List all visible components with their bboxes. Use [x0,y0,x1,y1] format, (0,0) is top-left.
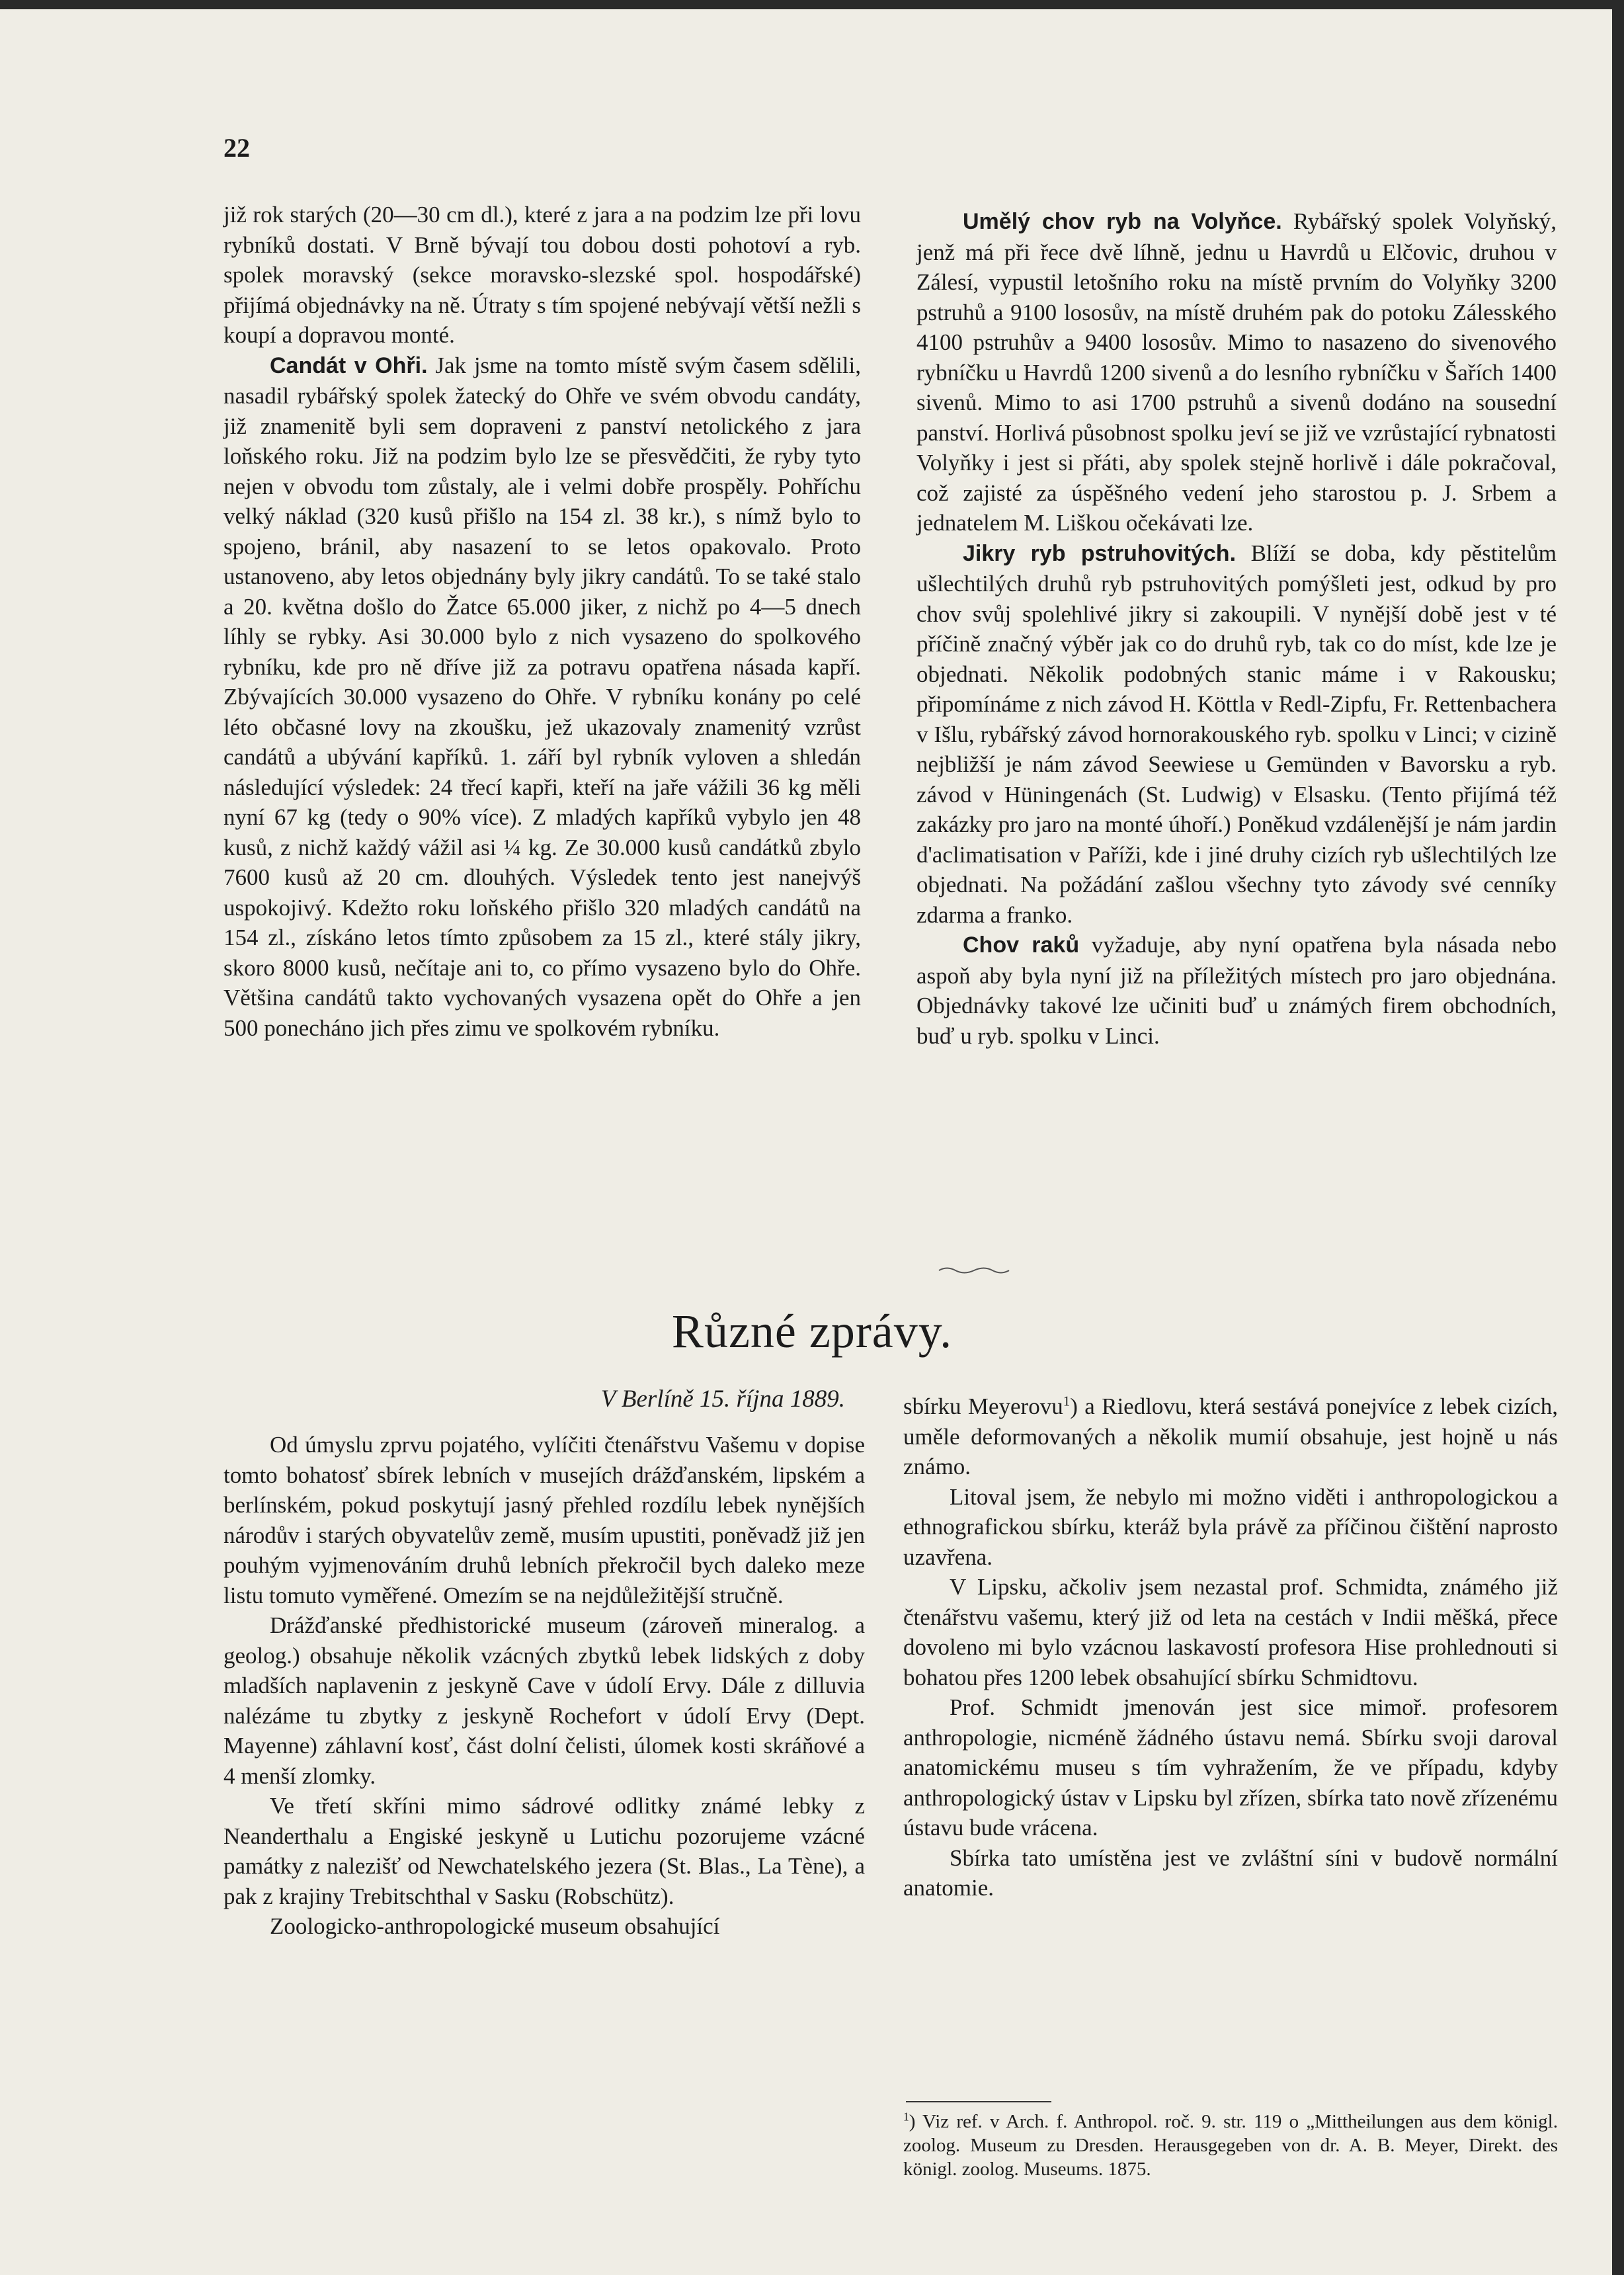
dateline: V Berlíně 15. října 1889. [600,1386,845,1413]
paragraph [916,206,1557,538]
section-title: Různé zprávy. [671,1305,953,1358]
column-bottom-left [223,1430,865,1942]
paragraph [223,351,861,1044]
column-bottom-right [903,1391,1558,1903]
footnote-marker: 1 [1063,1393,1071,1409]
section-lead: Jikry ryb pstruhovitých. [963,540,1237,566]
section-lead: Chov raků [963,932,1080,958]
paragraph: Sbírka tato umístěna jest ve zvláštní síni v budově normální anatomie. [903,1844,1558,1901]
paragraph-text: Blíží se doba, kdy pěstitelům ušlechtilých druhů ryb pstruhovitých pomýšleti jest, odkud by pro chov svůj spolehlivé jikry si zakoupili. V nynější době jest v té příčině značný výběr jak co do druhů ryb, tak co do míst, kde lze je objednati. Několik podobných stanic máme i v Rakousku; připomínáme z nich závod H. Köttla v Redl-Zipfu, Fr. Rettenbachera v Išlu, rybářský závod hornorakouského ryb. spolku v Linci; v cizině nejbližší je nám závod Seewiese u Gemünden v Bavorsku a ryb. závod v Hüningenách (St. Ludwig) v Elsasku. (Tento přijímá též zakázky pro jaro na monté úhoří.) Poněkud vzdálenější je nám jardin d'aclimatisation v Paříži, kde i jiné druhy cizích ryb ušlechtilých lze objednati. Na požádání zašlou všechny tyto závody své cenníky zdarma a franko. [916,540,1557,928]
page-number: 22 [223,133,250,163]
footnote-number: 1 [903,2110,909,2124]
paragraph [916,930,1557,1051]
paragraph: Zoologicko-anthropologické museum obsahující [270,1913,720,1939]
paragraph-text: ) a Riedlovu, která sestává ponejvíce z lebek cizích, uměle deformovaných a několik mumií obsahuje, jest hojně u nás známo. [903,1393,1558,1479]
paragraph-text: Rybářský spolek Volyňský, jenž má při řece dvě líhně, jednu u Havrdů u Elčovic, druhou v Zálesí, vypustil letošního roku na místě prvním do Volyňky 3200 pstruhů a 9100 lososův, na místě druhém pak do potoku Zálesského 4100 pstruhův a 9400 lososův. Mimo to nasazeno do sivenového rybníčku u Havrdů 1200 sivenů a do lesního rybníčku v Šařích 1400 sivenů. Mimo to asi 1700 pstruhů a sivenů dodáno na sousední panství. Horlivá působnost spolku jeví se již ve vzrůstající rybnatosti Volyňky i jest si přáti, aby spolek stejně horlivě i dále pokračoval, což zajisté za úspěšného vedení jeho starostou p. J. Srbem a jednatelem M. Liškou očekávati lze. [916,208,1557,536]
divider-ornament [938,1266,1010,1275]
section-lead: Umělý chov ryb na Volyňce. [963,209,1282,234]
paragraph-text: vyžaduje, aby nyní opatřena byla násada nebo aspoň aby byla nyní již na příležitých místech pro jaro objednána. Objednávky takové lze učiniti buď u známých firem obchodních, buď u ryb. spolku v Linci. [916,932,1557,1049]
paragraph [916,538,1557,931]
paragraph: Litoval jsem, že nebylo mi možno viděti i anthropologickou a ethnografickou sbírku, kteráž byla právě za příčinou čištění naprosto uzavřena. [903,1483,1558,1570]
footnote-rule [906,2101,1051,2102]
footnote-text: ) Viz ref. v Arch. f. Anthropol. roč. 9. str. 119 o „Mittheilungen aus dem königl. zoolog. Museum zu Dresden. Herausgegeben von dr. A. B. Meyer, Direkt. des königl. zoolog. Museums. 1875. [903,2111,1558,2180]
paragraph: V Lipsku, ačkoliv jsem nezastal prof. Schmidta, známého již čtenářstvu vašemu, který již od leta na cestách v Indii měšká, přece dovoleno mi bylo vzácnou laskavostí profesora Hise prohlednouti si bohatou přes 1200 lebek obsahující sbírku Schmidtovu. [903,1574,1558,1690]
column-top-right [916,206,1557,1051]
column-top-left [223,200,861,1043]
paragraph: Od úmyslu zprvu pojatého, vylíčiti čtenářstvu Vašemu v dopise tomto bohatosť sbírek lebních v musejích drážďanském, lipském a berlínském, pokud poskytují jasný přehled rozdílu lebek nynějších národův i starých obyvatelův země, musím upustiti, poněvadž již jen pouhým vyjmenováním druhů lebních překročil bych daleko meze listu tomuto vyměřené. Omezím se na nejdůležitější stručně. [223,1432,865,1608]
footnote [903,2110,1558,2181]
paragraph: Ve třetí skříni mimo sádrové odlitky známé lebky z Neanderthalu a Engiské jeskyně u Lutichu pozorujeme vzácné památky z nalezišť od Newchatelského jezera (St. Blas., La Tène), a pak z krajiny Trebitschthal v Sasku (Robschütz). [223,1793,865,1909]
paragraph: Prof. Schmidt jmenován jest sice mimoř. profesorem anthropologie, nicméně žádného ústavu nemá. Sbírku svoji daroval anatomickému museu s tím vyhražením, že ve případu, kdyby anthropologický ústav v Lipsku byl zřízen, sbírka tato nově zřízenému ústavu bude vrácena. [903,1694,1558,1841]
paragraph: již rok starých (20—30 cm dl.), které z jara a na podzim lze při lovu rybníků dostati. V Brně bývají tou dobou dosti pohotoví a ryb. spolek moravský (sekce moravsko-slezské spol. hospodářské) přijímá objednávky na ně. Útraty s tím spojené nebývají větší nežli s koupí a dopravou monté. [223,202,861,348]
paragraph: Drážďanské předhistorické museum (zároveň mineralog. a geolog.) obsahuje několik vzácných zbytků lebek lidských z doby mladších naplavenin z jeskyně Cave v údolí Ervy. Dále z dilluvia nalézáme tu zbytky z jeskyně Rochefort v údolí Ervy (Dept. Mayenne) záhlavní kosť, část dolní čelisti, úlomek kosti skráňové a 4 menší zlomky. [223,1612,865,1789]
paragraph-text: sbírku Meyerovu [903,1393,1063,1419]
paragraph [903,1391,1558,1482]
section-lead: Candát v Ohři. [270,352,428,378]
paragraph-text: Jak jsme na tomto místě svým časem sdělili, nasadil rybářský spolek žatecký do Ohře ve svém obvodu candáty, již znamenitě byli sem dopraveni z panství netolického z jara loňského roku. Již na podzim bylo lze se přesvědčiti, že ryby tyto nejen v obvodu tom zůstaly, ale i velmi dobře prospěly. Pohříchu velký náklad (320 kusů přišlo na 154 zl. 38 kr.), s nímž bylo to spojeno, bránil, aby nasazení to se letos opakovalo. Proto ustanoveno, aby letos objednány byly jikry candátů. To se také stalo a 20. května došlo do Žatce 65.000 jiker, z nichž po 4—5 dnech líhly se rybky. Asi 30.000 bylo z nich vysazeno do spolkového rybníku, kde pro ně dříve již za potravu opatřena násada kapří. Zbývajících 30.000 vysazeno do Ohře. V rybníku konány po celé léto občasné lovy na zkoušku, jež ukazovaly znamenitý vzrůst candátů a ubývání kapříků. 1. září byl rybník vyloven a shledán následující výsledek: 24 třecí kapři, kteří na jaře vážili 36 kg měli nyní 67 kg (tedy o 90% více). Z mladých kapříků vybylo jen 48 kusů, z nichž každý vážil asi ¼ kg. Ze 30.000 kusů candátků zbylo 7600 kusů až 20 cm. dlouhých. Výsledek tento jest nanejvýš uspokojivý. Kdežto roku loňského přišlo 320 mladých candátů na 154 zl., získáno letos tímto způsobem za 15 zl., které stály jikry, skoro 8000 kusů, nečítaje ani to, co přímo vysazeno bylo do Ohře. Většina candátů takto vychovaných vysazena opět do Ohře a jen 500 ponecháno jich přes zimu ve spolkovém rybníku. [223,352,862,1041]
